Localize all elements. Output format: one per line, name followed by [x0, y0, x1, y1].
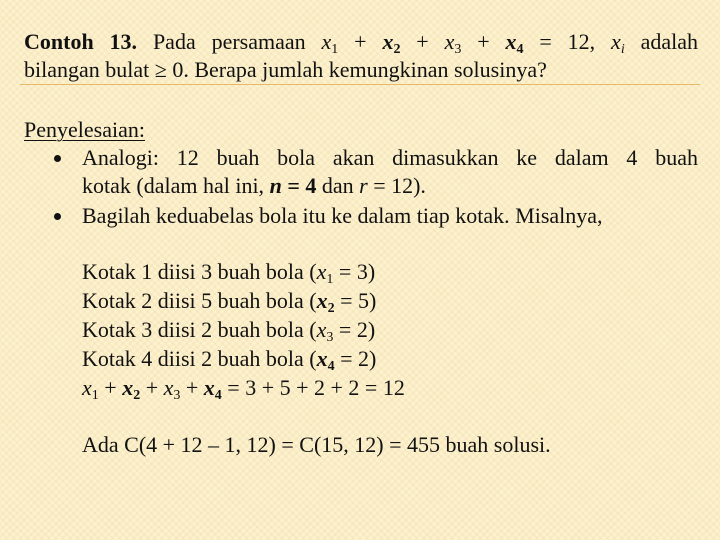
- bullet1-line2: kotak (dalam hal ini, n = 4 dan r = 12).: [82, 173, 426, 198]
- box-assignment: Kotak 4 diisi 2 buah bola $(x_4 = 2)$: [82, 346, 377, 374]
- example-label: Contoh 13.: [24, 29, 138, 54]
- example-heading-line1: [24, 28, 698, 56]
- example-heading-line2: bilangan bulat ≥ 0. Berapa jumlah kemungkinan solusinya?: [24, 57, 547, 82]
- example-statement: Pada persamaan $x_1 + x_2 + x_3 + x_4 = 12$, $x_i$ adalah: [152, 29, 698, 57]
- bullet-dot: [54, 155, 61, 162]
- divider-rule: [20, 84, 700, 85]
- bullet-dot: [54, 213, 61, 220]
- conclusion: Ada C(4 + 12 – 1, 12) = C(15, 12) = 455 buah solusi.: [82, 432, 551, 457]
- bullet2-line1: Bagilah keduabelas bola itu ke dalam tiap kotak. Misalnya,: [82, 203, 603, 228]
- box-assignment: Kotak 3 diisi 2 buah bola $(x_3 = 2)$: [82, 317, 376, 345]
- box-assignment: Kotak 1 diisi 3 buah bola $(x_1 = 3)$: [82, 259, 376, 287]
- bullet1-line1: Analogi: 12 buah bola akan dimasukkan ke dalam 4 buah: [82, 145, 698, 170]
- solution-title: Penyelesaian:: [24, 117, 145, 142]
- box-assignment: Kotak 2 diisi 5 buah bola $(x_2 = 5)$: [82, 288, 377, 316]
- sum-equation: $x_1 + x_2 + x_3 + x_4 = 3 + 5 + 2 + 2 = 12$: [82, 375, 405, 403]
